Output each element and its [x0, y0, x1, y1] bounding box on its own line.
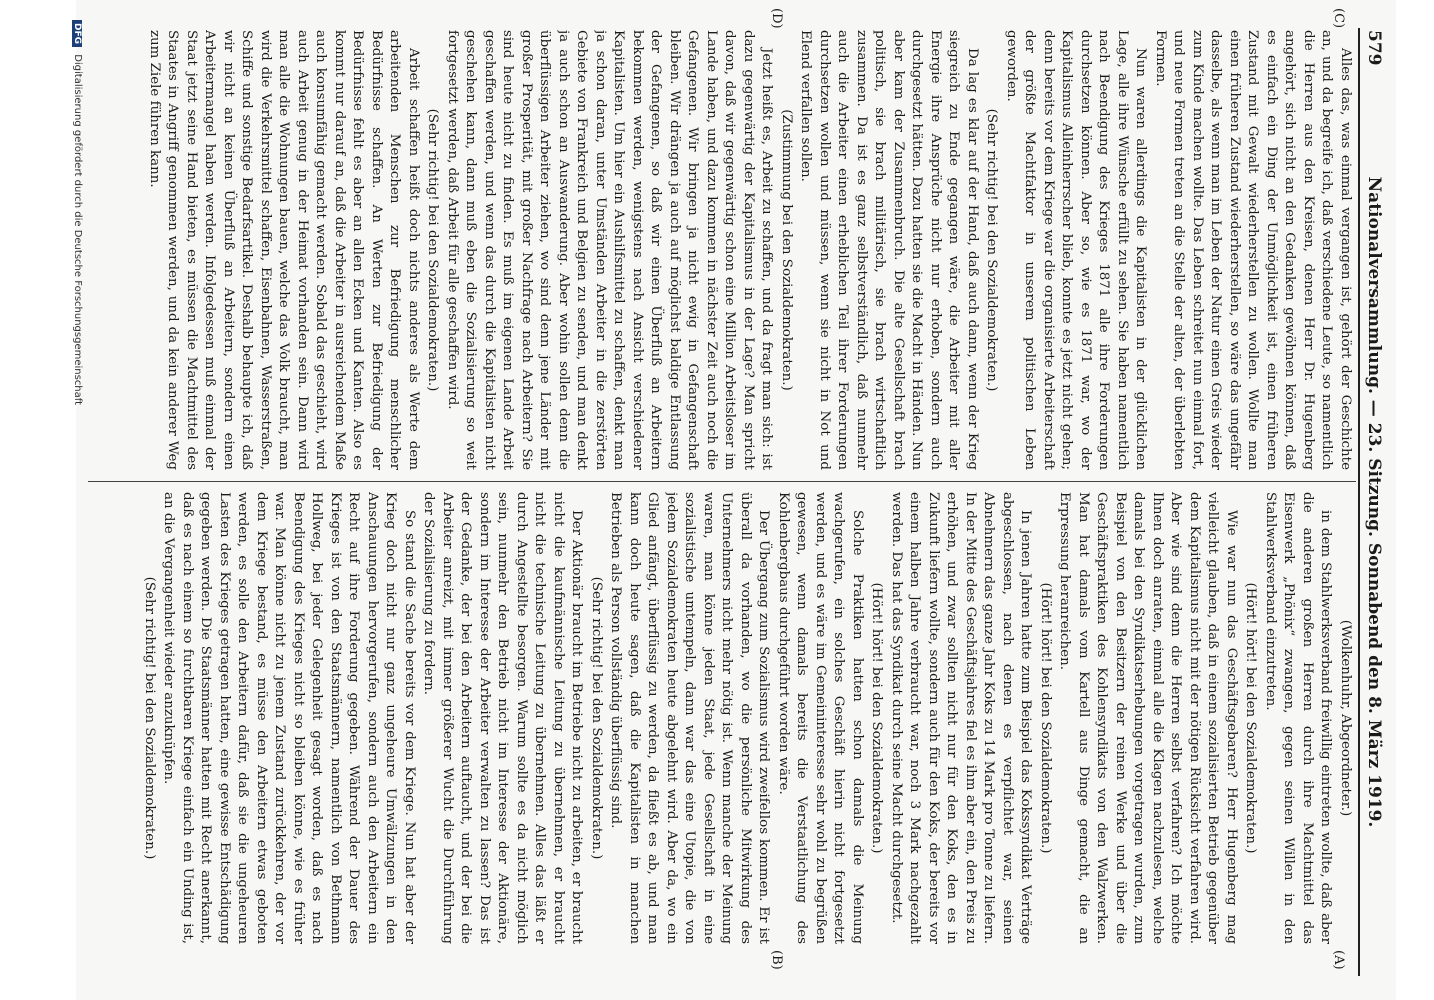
paragraph: (Zustimmung bei den Sozialdemokraten.) — [779, 109, 794, 391]
paragraph: (Hört! hört! bei den Sozialdemokraten.) — [1038, 582, 1053, 854]
page-header — [1358, 28, 1390, 976]
paragraph: (Sehr richtig! bei den Sozialdemokraten.) — [984, 108, 1000, 392]
paragraph: Der Aktionär braucht im Betriebe nicht zu arbeiten, er braucht nicht die kaufmännische Leitung zu übernehmen, er braucht nicht die technische Leitung zu übernehmen. Alles das läßt er durch Angestellte besorgen. Warum sollte es da nicht möglich sein, nunmehr den Betrieb nicht im Interesse der Aktionäre, sondern im Interesse der Arbeiter verwalten zu lassen? Das ist der Gedanke, der bei den Arbeitern auftaucht, und der bei die Arbeiter anreizt, mit immer größerer Wucht die Durchführung der Sozialisierung zu fordern. — [421, 492, 585, 944]
column-divider — [88, 481, 1356, 482]
footer-text: Digitalisierung gefördert durch die Deutsche Forschungsgemeinschaft — [72, 54, 83, 406]
margin-marker-b: (B) — [769, 950, 784, 970]
dfg-logo: DFG — [72, 20, 82, 47]
margin-marker-c: (C) — [1331, 8, 1346, 29]
paragraph: Alles das, was einmal vergangen ist, gehört der Geschichte an, und da begreife ich, daß verschiedene Leute, so namentlich die Herren aus den Kreisen, denen Herr Dr. Hugenberg angehört, sich nicht an den Gedanken gewöhnen können, daß es einfach ein Ding der Unmöglichkeit ist, einen früheren Zustand mit Gewalt wiederherstellen zu wollen. Wollte man einen früheren Zustand wiederherstellen, so wäre das ungefähr dasselbe, als wenn man im Leben der Natur einen Greis wieder zum Kinde machen wollte. Das Leben schreitet nun einmal fort, und neue Formen treten an die Stelle der alten, der überlebten Formen. — [1153, 30, 1353, 470]
paragraph: Nun waren allerdings die Kapitalisten in der glücklichen Lage, alle ihre Wünsche erfüllt zu sehen. Sie haben namentlich nach Beendigung des Krieges 1871 alle ihre Forderungen durchsetzen können. Aber so, wie es 1871 war, wo der Kapitalismus Alleinherrscher blieb, konnte es jetzt nicht gehen; denn bereits vor dem Kriege war die organisierte Arbeiterschaft der größte Machtfaktor in unserem politischen Leben geworden. — [1004, 30, 1149, 470]
paragraph: (Sehr richtig! bei den Sozialdemokraten.) — [142, 576, 157, 860]
page-title: Nationalversammlung. — 23. Sitzung. Sonnabend den 8. März 1919. — [1364, 176, 1384, 828]
paragraph: (Sehr richtig! bei den Sozialdemokraten.) — [589, 576, 604, 860]
paragraph: Solche Praktiken hatten schon damals die Meinung wachgerufen, ein solches Geschäft hierin nicht fortgesetzt werden, und es wäre im Gemeininteresse sehr wohl zu begrüßen gewesen, wenn damals bereits die Verstaatlichung des Kohlenbergbaus durchgeführt worden wäre. — [776, 492, 865, 944]
paragraph: (Sehr richtig! bei den Sozialdemokraten.) — [425, 108, 441, 392]
left-column — [90, 30, 1354, 470]
page-number: 579 — [1364, 30, 1384, 66]
scanned-page — [72, 0, 1396, 1000]
paragraph: So stand die Sache bereits vor dem Kriege. Nun hat aber der Krieg doch nicht nur ganz ungeheure Umwälzungen in den Anschauungen hervorgerufen, sondern auch den Arbeitern ein Recht auf ihre Forderung gegeben. Während der Dauer des Krieges ist von den Staatsmännern, namentlich von Bethmann Hollweg, bei jeder Gelegenheit gesagt worden, daß es nach Beendigung des Krieges nicht so bleiben könne, wie es früher war. Man könne nicht zu jenem Zustand zurückkehren, der vor dem Kriege bestand, es müsse den Arbeitern etwas geboten werden, es solle den Arbeitern dafür, daß sie die ungeheuren Lasten des Krieges getragen hatten, eine gewisse Entschädigung gegeben werden. Die Staatsmänner hatten mit Recht anerkannt, daß es nach einem so furchtbaren Kriege einfach ein Unding ist, an die Vergangenheit wieder anzuknüpfen. — [161, 492, 417, 944]
margin-marker-a: (A) — [1331, 950, 1346, 970]
paragraph: Wie war nun das Geschäftsgebaren? Herr Hugenberg mag vielleicht glauben, daß in einem sozialisierten Betrieb gegenüber dem Kapitalismus nicht mit der nötigen Rücksicht verfahren wird. Aber wie sind denn die Herren selbst verfahren? Ich möchte Ihnen doch anraten, einmal alle die Klagen nachzulesen, welche damals bei den Syndikatserhebungen vorgetragen wurden, zum Beispiel von den Besitzern der reinen Werke und über die Geschäftspraktiken des Kohlensyndikats von den Walzwerken. Man hat damals vom Kartell aus Dinge gemacht, die an Erpressung heranreichen. — [1057, 492, 1239, 944]
paragraph: (Hört! hört! bei den Sozialdemokraten.) — [1243, 582, 1259, 854]
paragraph: in dem Stahlwerksverband freiwillig eintreten wollte, daß aber die anderen großen Herren durch ihre Machtmittel das Eisenwerk „Phönix“ zwangen, gegen seinen Willen in den Stahlwerksverband einzutreten. — [1263, 492, 1334, 944]
paragraph: (Hört! hört! bei den Sozialdemokraten.) — [869, 582, 885, 854]
right-column — [90, 492, 1354, 944]
paragraph: In jenen Jahren hatte zum Beispiel das Kokssyndikat Verträge abgeschlossen, nach denen es verpflichtet war, seinen Abnehmern das ganze Jahr Koks zu 14 Mark pro Tonne zu liefern. In der Mitte des Geschäftsjahres fiel es ihm aber ein, den Preis zu erhöhen, und zwar sollten nicht nur für den Koks, den es in Zukunft liefern wollte, sondern auch für den Koks, der bereits vor einem halben Jahre verbraucht war, noch 3 Mark nachgezahlt werden. Das hat das Syndikat durch seine Macht durchgesetzt. — [889, 492, 1034, 944]
paragraph: Da lag es klar auf der Hand, daß auch dann, wenn der Krieg siegreich zu Ende gegangen wäre, die Arbeiter mit aller Energie ihre Ansprüche nicht nur erhoben, sondern auch durchgesetzt hätten. Dazu hatten sie die Macht in Händen. Nun aber kam der Zusammenbruch. Die alte Gesellschaft brach politisch, sie brach militärisch, sie brach wirtschaftlich zusammen. Da ist es ganz selbstverständlich, daß nunmehr auch die Arbeiter einen erheblichen Teil ihrer Forderungen durchsetzen wollen und müssen, wenn sie nicht in Not und Elend verfallen sollen. — [798, 30, 980, 470]
paragraph: (Wolkenhuhr, Abgeordneter.) — [1338, 619, 1353, 817]
paragraph: Der Übergang zum Sozialismus wird zweifellos kommen. Er ist überall da vorhanden, wo die persönliche Mitwirkung des Unternehmers nicht mehr nötig ist. Wenn manche der Meinung waren, man könne jeden Staat, jede Gesellschaft in eine sozialistische umtempeln, dann war das eine Utopie, die von jedem Sozialdemokraten heute abgelehnt wird. Aber da, wo ein Glied anfängt, überflüssig zu werden, da fließt es ab, und man kann doch heute sagen, daß die Kapitalisten in manchen Betrieben als Person vollständig überflüssig sind. — [608, 492, 772, 944]
paragraph: Arbeit schaffen heißt doch nichts anderes als Werte dem arbeitenden Menschen zur Befriedigung menschlicher Bedürfnisse schaffen. An Werten zur Befriedigung der Bedürfnisse fehlt es aber an allen Ecken und Kanten. Also es kommt nur darauf an, daß die Arbeiter in ausreichendem Maße auch konsumfähig gemacht werden. Sobald das geschieht, wird auch Arbeit genug in der Heimat vorhanden sein. Dann wird man alle die Wohnungen bauen, welche das Volk braucht, man wird die Verkehrsmittel schaffen, Eisenbahnen, Wasserstraßen, Schiffe und sonstige Bedarfsartikel. Deshalb behaupte ich, daß wir nicht an keinen Überfluß an Arbeitern, sondern einen Arbeitermangel haben werden. Infolgedessen muß einmal der Staat jetzt seine Hand bieten, es müssen die Machtmittel des Staates in Angriff genommen werden, und da kein anderer Weg zum Ziele führen kann. — [147, 30, 421, 470]
paragraph: Jetzt heißt es, Arbeit zu schaffen, und da fragt man sich: ist dazu gegenwärtig der Kapitalismus in der Lage? Man spricht davon, daß wir gegenwärtig schon eine Million Arbeitsloser im Lande haben, und dazu kommen in nächster Zeit auch noch die Gefangenen. Wir bringen ja nicht ewig in Gefangenschaft bleiben. Wir drängen ja auch auf möglichst baldige Entlassung der Gefangenen, so daß wir einen Überfluß an Arbeitern bekommen werden, wenigstens nach Ansicht verschiedener Kapitalisten. Um hier ein Aushilfsmittel zu schaffen, denkt man ja schon daran, unter Umständen Arbeiter in die zerstörten Gebiete von Frankreich und Belgien zu senden, und man denkt ja auch schon an Auswanderung. Aber wohin sollen denn die überflüssigen Arbeiter ziehen, wo sind denn jene Länder mit großer Prosperität, mit großer Nachfrage nach Arbeitern? Sie sind heute nicht zu finden. Es muß im eigenen Lande Arbeit geschaffen werden, und wenn das durch die Kapitalisten nicht geschehen kann, dann muß eben die Sozialisierung so weit fortgesetzt werden, daß Arbeit für alle geschaffen wird. — [445, 30, 775, 470]
digitization-footer — [72, 20, 83, 405]
margin-marker-d: (D) — [769, 8, 784, 29]
